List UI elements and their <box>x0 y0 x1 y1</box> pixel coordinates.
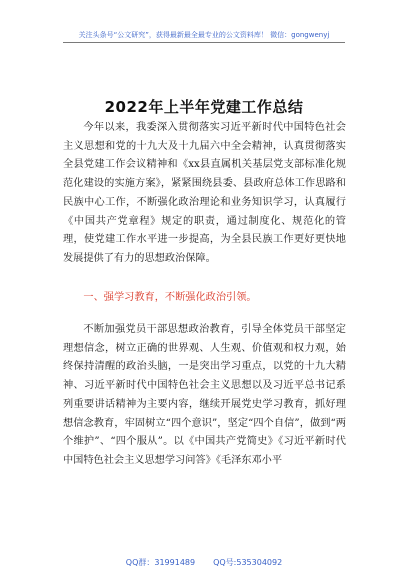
section-heading-1: 一、强学习教育，不断强化政治引领。 <box>83 292 257 303</box>
header-divider <box>63 42 345 43</box>
document-title: 2022年上半年党建工作总结 <box>104 98 304 116</box>
promo-header: 关注头条号“公文研究”，获得最新最全最专业的公文资料库！ 微信：gongwenyj <box>78 31 330 39</box>
paragraph-section-1: 不断加强党员干部思想政治教育，引导全体党员干部坚定理想信念，树立正确的世界观、人生观、价值观和权力观，始终保持清醒的政治头脑，一是突出学习重点，以党的十九大精神、习近平新时代中国特色社会主义思想以及习近平总书记系列重要讲话精神为主要内容，继续开展党史学习教育，抓好理想信念教育，牢固树立“四个意识”，坚定“四个自信”，做到“两个维护”、“四个服从”。以《中国共产党简史》《习近平新时代中国特色社会主义思想学习问答》《毛泽东邓小平 <box>63 324 346 466</box>
promo-footer <box>0 557 408 568</box>
qq-group-text: QQ群：31991489 <box>125 558 196 567</box>
qq-number-text: QQ号:535304092 <box>213 558 283 567</box>
paragraph-intro: 今年以来，我委深入贯彻落实习近平新时代中国特色社会主义思想和党的十九大及十九届六中全会精神，认真贯彻落实全县党建工作会议精神和《xx县直属机关基层党支部标准化规范化建设的实施方案》，紧紧围绕县委、县政府总体工作思路和民族中心工作，不断强化政治理论和业务知识学习，认真履行《中国共产党章程》规定的职责，通过制度化、规范化的管理，使党建工作水平进一步提高，为全县民族工作更好更快地发展提供了有力的思想政治保障。 <box>63 122 346 264</box>
